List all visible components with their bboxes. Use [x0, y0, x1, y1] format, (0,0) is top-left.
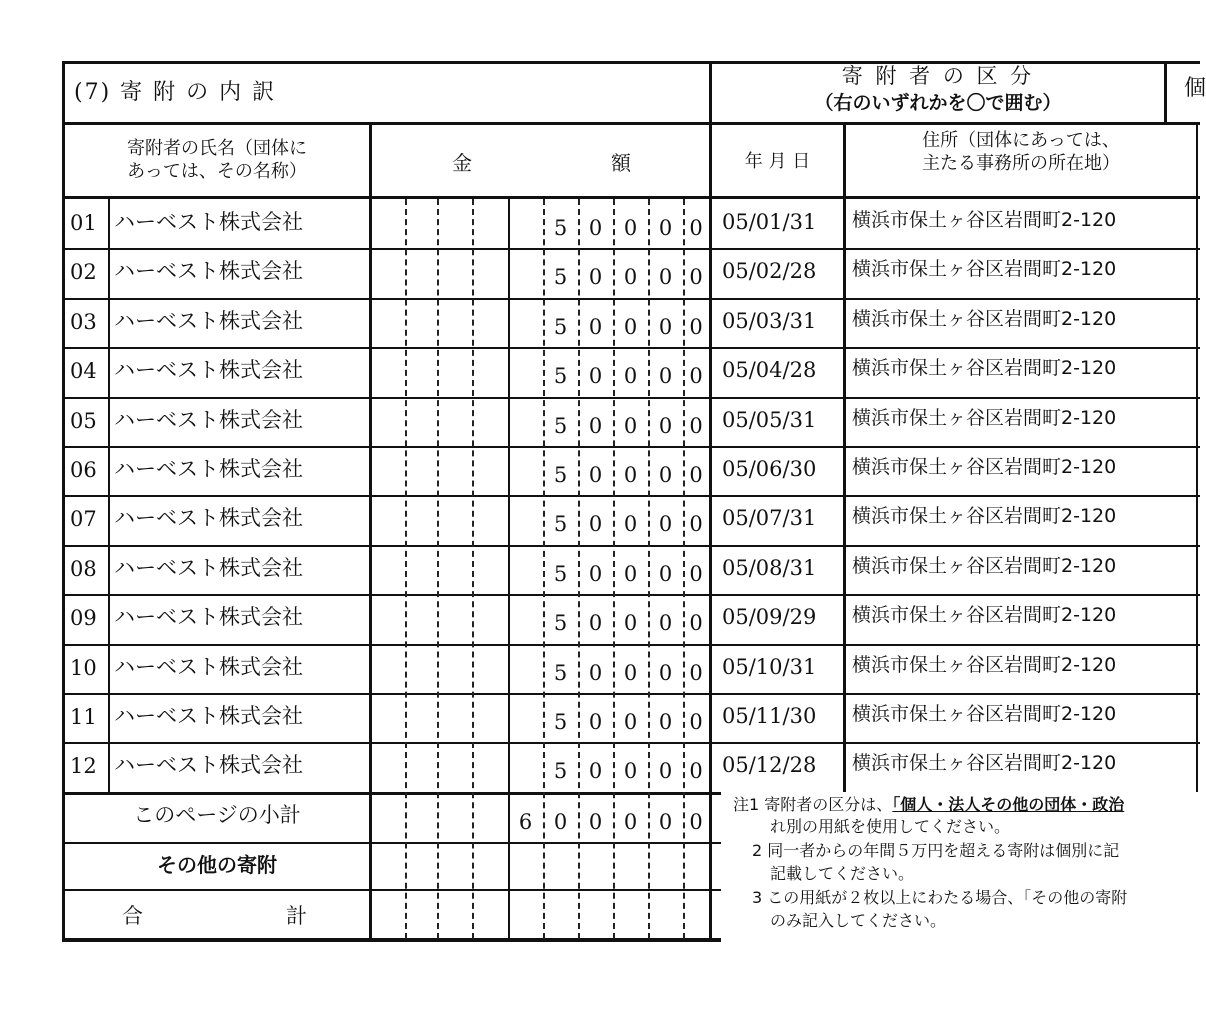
- note-2-line-a: 2 同一者からの年間５万円を超える寄附は個別に記: [752, 841, 1120, 860]
- donor-name: ハーベスト株式会社: [114, 210, 303, 234]
- note-3-line-b: のみ記入してください。: [770, 911, 947, 930]
- donation-date: 05/06/30: [722, 457, 817, 481]
- amount-digit: 0: [689, 364, 703, 389]
- row-divider: [62, 397, 1200, 399]
- category-header-line2: （右のいずれかを〇で囲む）: [814, 92, 1062, 114]
- amount-digit: 5: [553, 759, 568, 784]
- row-divider: [62, 792, 721, 795]
- donor-address: 横浜市保土ヶ谷区岩間町2-120: [852, 554, 1117, 577]
- donor-address: 横浜市保土ヶ谷区岩間町2-120: [852, 209, 1117, 231]
- subtotal-digit: 0: [689, 810, 703, 834]
- donation-date: 05/01/31: [722, 210, 817, 234]
- amount-digit: 0: [588, 710, 603, 734]
- amount-digit: 5: [553, 463, 568, 487]
- donor-name: ハーベスト株式会社: [114, 704, 303, 728]
- note-1-prefix: 注1 寄附者の区分は、: [733, 795, 893, 814]
- row-divider: [62, 446, 1200, 448]
- donor-name: ハーベスト株式会社: [114, 358, 303, 383]
- amount-digit: 0: [588, 364, 603, 389]
- amount-digit: 0: [658, 265, 673, 290]
- row-divider: [62, 644, 1200, 646]
- donor-name: ハーベスト株式会社: [114, 753, 303, 778]
- donor-address: 横浜市保土ヶ谷区岩間町2-120: [852, 703, 1117, 725]
- donor-address: 横浜市保土ヶ谷区岩間町2-120: [852, 505, 1117, 528]
- row-number: 06: [70, 458, 97, 482]
- row-divider: [62, 742, 1200, 744]
- amount-digit: 0: [588, 660, 603, 685]
- donation-date: 05/08/31: [722, 555, 817, 580]
- total-label-right: 計: [286, 904, 307, 928]
- donation-date: 05/02/28: [722, 259, 817, 284]
- amount-digit: 0: [588, 314, 603, 339]
- amount-digit: 5: [553, 364, 568, 389]
- amount-digit-divider: [648, 199, 650, 939]
- donation-date: 05/09/29: [722, 605, 817, 630]
- amount-digit: 0: [658, 314, 673, 339]
- amount-digit-divider: [543, 199, 545, 939]
- row-number: 01: [70, 211, 97, 235]
- amount-digit: 0: [588, 463, 603, 487]
- amount-digit: 0: [588, 512, 603, 537]
- amount-digit: 0: [658, 660, 673, 685]
- amount-digit: 0: [658, 759, 673, 784]
- amount-digit: 0: [623, 216, 638, 240]
- donor-name: ハーベスト株式会社: [114, 506, 303, 531]
- column-header-address: 住所（団体にあっては、 主たる事務所の所在地）: [922, 130, 1120, 174]
- row-number: 04: [70, 359, 97, 384]
- row-divider: [62, 693, 1200, 695]
- donation-date: 05/04/28: [722, 358, 817, 383]
- amount-digit: 0: [623, 660, 638, 685]
- row-divider: [62, 347, 1200, 349]
- amount-digit: 0: [623, 314, 638, 339]
- category-header-cut-label: 個: [1184, 76, 1206, 101]
- donor-name: ハーベスト株式会社: [114, 654, 303, 679]
- amount-digit-divider: [683, 199, 685, 939]
- amount-digit: 0: [623, 512, 638, 537]
- donor-name: ハーベスト株式会社: [114, 308, 303, 333]
- amount-digit: 0: [689, 512, 703, 537]
- subtotal-digit: 6: [518, 810, 533, 834]
- row-divider: [62, 545, 1200, 547]
- amount-digit: 0: [689, 561, 703, 586]
- column-header-amount-right: 額: [611, 151, 631, 175]
- amount-digit: 0: [623, 759, 638, 784]
- row-divider: [62, 298, 1200, 300]
- amount-digit-divider: [472, 199, 474, 939]
- amount-digit: 0: [623, 561, 638, 586]
- amount-digit: 5: [553, 413, 568, 438]
- amount-digit: 0: [658, 512, 673, 537]
- other-donations-label: その他の寄附: [157, 853, 277, 877]
- category-header-line1: 寄 附 者 の 区 分: [841, 64, 1035, 88]
- donor-address: 横浜市保土ヶ谷区岩間町2-120: [852, 653, 1117, 676]
- donor-name: ハーベスト株式会社: [114, 457, 303, 481]
- subtotal-label: このページの小計: [133, 803, 301, 827]
- subtotal-digit: 0: [658, 810, 673, 834]
- donor-address: 横浜市保土ヶ谷区岩間町2-120: [852, 604, 1117, 627]
- subtotal-digit: 0: [553, 810, 568, 834]
- note-1-emphasis: 「個人・法人その他の団体・政治: [892, 795, 1125, 814]
- donation-date: 05/05/31: [722, 407, 817, 432]
- amount-digit-divider: [405, 199, 407, 939]
- amount-digit: 5: [553, 660, 568, 685]
- amount-digit-divider: [437, 199, 439, 939]
- donor-address: 横浜市保土ヶ谷区岩間町2-120: [852, 357, 1117, 380]
- donor-address: 横浜市保土ヶ谷区岩間町2-120: [852, 456, 1117, 478]
- amount-digit: 0: [658, 216, 673, 240]
- amount-digit: 0: [623, 265, 638, 290]
- amount-digit: 5: [553, 314, 568, 339]
- donation-date: 05/07/31: [722, 506, 817, 531]
- amount-digit: 5: [553, 265, 568, 290]
- amount-digit: 0: [658, 611, 673, 636]
- amount-digit: 0: [689, 463, 703, 487]
- amount-digit: 0: [588, 611, 603, 636]
- amount-digit: 0: [623, 364, 638, 389]
- column-header-date: 年 月 日: [744, 151, 811, 172]
- note-2-line-b: 記載してください。: [770, 864, 915, 883]
- amount-digit: 5: [553, 512, 568, 537]
- amount-digit: 0: [588, 216, 603, 240]
- amount-digit: 0: [623, 463, 638, 487]
- donor-address: 横浜市保土ヶ谷区岩間町2-120: [852, 752, 1117, 775]
- amount-digit: 0: [689, 710, 703, 734]
- total-label-left: 合: [122, 904, 143, 928]
- amount-digit: 0: [689, 413, 703, 438]
- row-divider: [62, 248, 1200, 250]
- donation-date: 05/11/30: [722, 704, 817, 728]
- donation-date: 05/03/31: [722, 308, 817, 333]
- amount-digit: 0: [658, 463, 673, 487]
- amount-digit: 0: [689, 314, 703, 339]
- row-number: 07: [70, 507, 97, 532]
- amount-digit-divider: [578, 199, 580, 939]
- column-header-amount-left: 金: [452, 151, 472, 175]
- amount-digit: 0: [588, 759, 603, 784]
- amount-digit-divider: [508, 199, 510, 939]
- row-number: 09: [70, 606, 97, 631]
- note-1-line-b: れ別の用紙を使用してください。: [770, 817, 1011, 836]
- amount-digit: 0: [588, 265, 603, 290]
- amount-digit: 0: [588, 413, 603, 438]
- amount-digit: 0: [623, 710, 638, 734]
- section-title: (7) 寄 附 の 内 訳: [74, 80, 277, 105]
- row-number: 02: [70, 260, 97, 285]
- amount-digit: 0: [658, 364, 673, 389]
- amount-digit: 0: [689, 265, 703, 290]
- row-divider: [62, 842, 721, 844]
- amount-digit: 0: [588, 561, 603, 586]
- donation-date: 05/10/31: [722, 654, 817, 679]
- subtotal-digit: 0: [588, 810, 603, 834]
- amount-digit: 0: [658, 710, 673, 734]
- donor-address: 横浜市保土ヶ谷区岩間町2-120: [852, 307, 1117, 330]
- subtotal-digit: 0: [623, 810, 638, 834]
- amount-digit: 5: [553, 710, 568, 734]
- row-number: 11: [70, 705, 97, 729]
- row-number: 03: [70, 309, 97, 334]
- donor-name: ハーベスト株式会社: [114, 555, 303, 580]
- row-divider: [62, 495, 1200, 497]
- amount-digit: 0: [689, 216, 703, 240]
- amount-digit: 0: [623, 413, 638, 438]
- amount-digit: 5: [553, 561, 568, 586]
- row-number: 10: [70, 655, 97, 680]
- donor-address: 横浜市保土ヶ谷区岩間町2-120: [852, 406, 1117, 429]
- row-divider: [62, 889, 721, 891]
- amount-digit: 0: [658, 413, 673, 438]
- note-1-line-a: [733, 797, 1124, 813]
- donor-address: 横浜市保土ヶ谷区岩間町2-120: [852, 258, 1117, 281]
- row-number: 05: [70, 408, 97, 433]
- row-number: 08: [70, 556, 97, 581]
- column-header-donor-name: 寄附者の氏名（団体に あっては、その名称）: [127, 138, 307, 182]
- row-divider: [62, 594, 1200, 596]
- amount-digit-divider: [613, 199, 615, 939]
- amount-digit: 5: [553, 611, 568, 636]
- amount-digit: 0: [689, 660, 703, 685]
- amount-digit: 5: [553, 216, 568, 240]
- donor-name: ハーベスト株式会社: [114, 407, 303, 432]
- amount-digit: 0: [689, 611, 703, 636]
- note-3-line-a: 3 この用紙が２枚以上にわたる場合、「その他の寄附: [752, 888, 1128, 907]
- donor-name: ハーベスト株式会社: [114, 605, 303, 630]
- donation-date: 05/12/28: [722, 753, 817, 778]
- row-number: 12: [70, 754, 97, 779]
- amount-digit: 0: [623, 611, 638, 636]
- amount-digit: 0: [658, 561, 673, 586]
- amount-digit: 0: [689, 759, 703, 784]
- donor-name: ハーベスト株式会社: [114, 259, 303, 284]
